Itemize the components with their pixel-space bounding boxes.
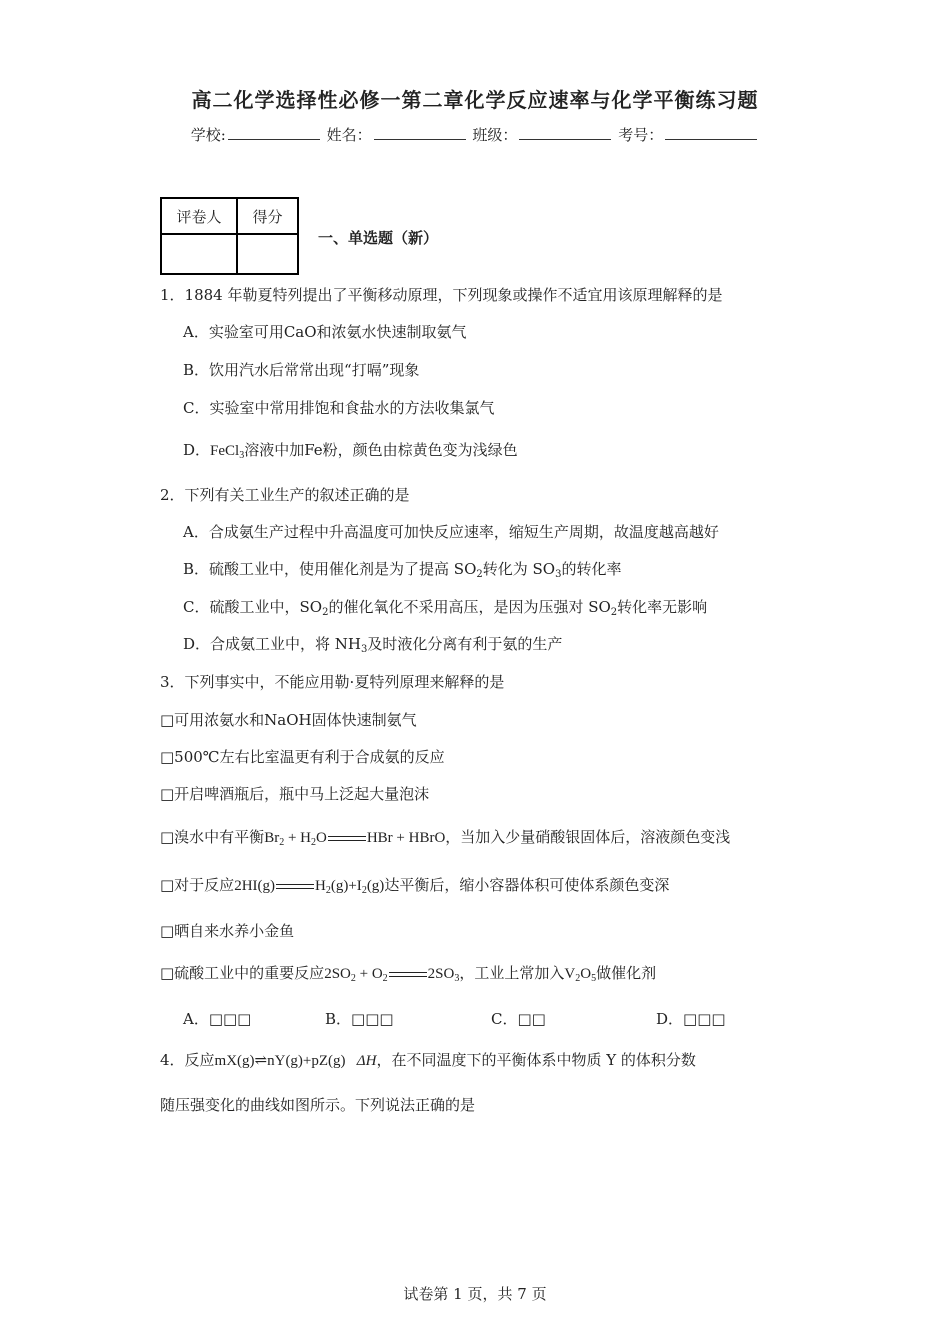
hi-equation: 2HI(g) $H_2(g)+I_2(g)$ <box>234 878 385 896</box>
q1-option-d-text: 溶液中加Fe粉，颜色由棕黄色变为浅绿色 <box>244 441 518 459</box>
bromine-equation: $Br_2 + H_2O$ HBr + HBrO <box>264 830 446 848</box>
q2-option-b <box>183 558 621 580</box>
q3-item-2: □500℃左右比室温更有利于合成氨的反应 <box>160 748 445 766</box>
school-blank[interactable] <box>228 126 320 140</box>
exam-no-label: 考号： <box>618 126 664 144</box>
q2-d-part2: 及时液化分离有利于氨的生产 <box>367 635 563 653</box>
q3-answer-c: C．□□ <box>491 1010 546 1028</box>
equilibrium-arrow-icon <box>328 834 366 844</box>
q2-option-c <box>183 596 707 618</box>
q1-option-a: A．实验室可用CaO和浓氨水快速制取氨气 <box>183 323 467 341</box>
q3-item-5-pre: □对于反应 <box>160 876 235 894</box>
fecl3-formula <box>210 443 244 459</box>
class-blank[interactable] <box>519 126 611 140</box>
equilibrium-arrow-icon <box>389 970 427 980</box>
score-cell[interactable] <box>237 234 298 274</box>
sub-2: 2 <box>322 607 329 618</box>
q3-item-1: □可用浓氨水和NaOH固体快速制氨气 <box>160 711 417 729</box>
score-header: 得分 <box>237 198 298 234</box>
q3-item-6: □晒自来水养小金鱼 <box>160 922 295 940</box>
class-label: 班级： <box>472 126 518 144</box>
page-title: 高二化学选择性必修一第二章化学反应速率与化学平衡练习题 <box>191 88 759 112</box>
q1-option-b: B．饮用汽水后常常出现“打嗝”现象 <box>183 361 420 379</box>
q3-item-5 <box>160 874 669 896</box>
v2o5-formula: $V_2O_5$ <box>564 966 597 984</box>
q3-item-7-post: 做催化剂 <box>596 964 657 982</box>
q2-b-part2: 转化为 SO <box>482 560 556 578</box>
q4-pre: 4．反应 <box>160 1051 215 1069</box>
q3-item-4-post: ，当加入少量硝酸银固体后，溶液颜色变浅 <box>445 828 731 846</box>
q2-c-part3: 转化率无影响 <box>617 598 708 616</box>
q3-answer-b: B．□□□ <box>325 1010 394 1028</box>
school-label: 学校: <box>190 126 226 144</box>
q1-option-d-label: D． <box>183 441 211 459</box>
q1-option-c: C．实验室中常用排饱和食盐水的方法收集氯气 <box>183 399 495 417</box>
q2-b-part3: 的转化率 <box>561 560 622 578</box>
grader-cell[interactable] <box>161 234 237 274</box>
fecl3-sub: 3 <box>239 450 245 461</box>
q4-stem <box>160 1049 696 1070</box>
sub-2: 2 <box>476 569 483 580</box>
q3-answer-d: D．□□□ <box>656 1010 726 1028</box>
q2-d-part1: D．合成氨工业中，将 NH <box>183 635 362 653</box>
q3-item-3: □开启啤酒瓶后，瓶中马上泛起大量泡沫 <box>160 785 430 803</box>
page-footer: 试卷第 1 页，共 7 页 <box>403 1285 547 1303</box>
q3-stem: 3．下列事实中，不能应用勒·夏特列原理来解释的是 <box>160 673 505 691</box>
sub-3: 3 <box>361 644 368 655</box>
q3-item-5-post: 达平衡后，缩小容器体积可使体系颜色变深 <box>384 876 670 894</box>
q3-item-7-mid: ，工业上常加入 <box>459 964 565 982</box>
q2-option-d <box>183 633 562 655</box>
q2-b-part1: B．硫酸工业中，使用催化剂是为了提高 SO <box>183 560 477 578</box>
q1-stem: 1．1884 年勒夏特列提出了平衡移动原理，下列现象或操作不适宜用该原理解释的是 <box>160 286 723 304</box>
fecl3-text: FeCl <box>210 443 240 459</box>
q3-item-4 <box>160 826 730 848</box>
q3-item-7 <box>160 962 656 984</box>
q3-item-7-pre: □硫酸工业中的重要反应 <box>160 964 325 982</box>
student-info-line <box>0 124 950 145</box>
sub-2: 2 <box>610 607 618 618</box>
q4-post: ，在不同温度下的平衡体系中物质 Y 的体积分数 <box>376 1051 696 1069</box>
q2-c-part2: 的催化氧化不采用高压，是因为压强对 SO <box>328 598 611 616</box>
score-table <box>160 197 299 275</box>
section-heading: 一、单选题（新） <box>318 229 439 247</box>
q2-stem: 2．下列有关工业生产的叙述正确的是 <box>160 486 410 504</box>
grader-header: 评卷人 <box>161 198 237 234</box>
q4-equation: mX(g)⇌nY(g)+pZ(g) ΔH <box>214 1053 377 1069</box>
q1-option-d <box>183 439 518 461</box>
sub-3: 3 <box>555 569 562 580</box>
q4-stem-line2: 随压强变化的曲线如图所示。下列说法正确的是 <box>160 1096 476 1114</box>
q3-answer-a: A．□□□ <box>183 1010 252 1028</box>
so2-equation: $2SO_2 + O_2$ $2SO_3$ <box>324 966 460 984</box>
exam-no-blank[interactable] <box>665 126 757 140</box>
q3-item-4-pre: □溴水中有平衡 <box>160 828 265 846</box>
q2-c-part1: C．硫酸工业中，SO <box>183 598 323 616</box>
name-label: 姓名： <box>326 126 372 144</box>
name-blank[interactable] <box>374 126 466 140</box>
q2-option-a: A．合成氨生产过程中升高温度可加快反应速率，缩短生产周期，故温度越高越好 <box>183 523 719 541</box>
equilibrium-arrow-icon <box>276 882 314 892</box>
